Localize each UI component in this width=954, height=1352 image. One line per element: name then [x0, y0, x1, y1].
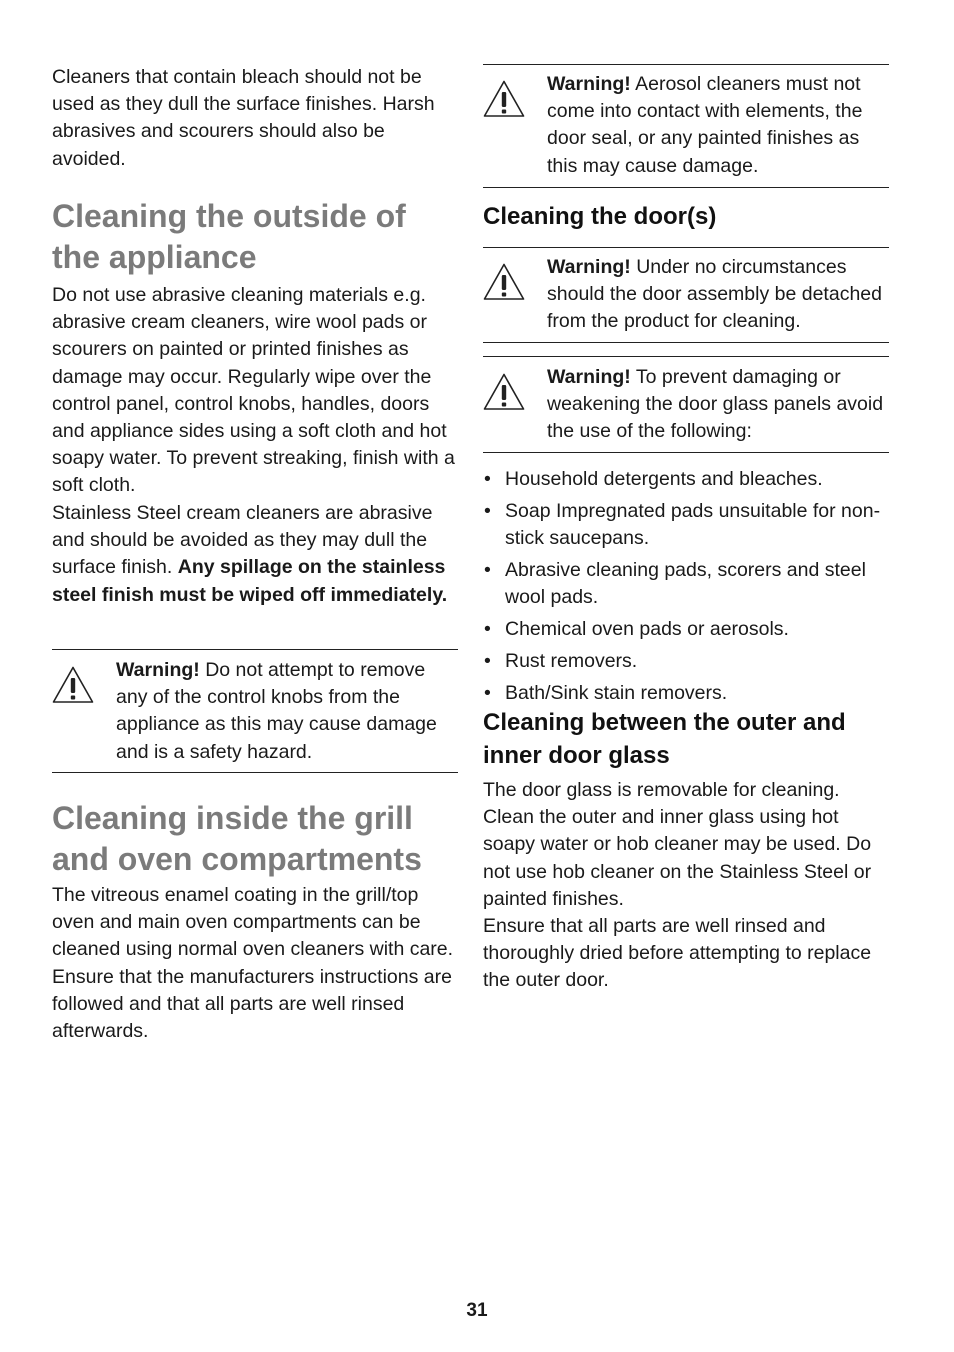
stainless-paragraph [52, 500, 458, 609]
divider [483, 64, 889, 65]
glass-paragraph-2: Ensure that all parts are well rinsed and thoroughly dried before attempting to replace the outer door. [483, 915, 872, 992]
warning-text: To prevent damaging or weakening the door glass panels avoid the use of the following: [547, 366, 884, 443]
list-item: • Rust removers. [484, 650, 638, 673]
inside-paragraph: The vitreous enamel coating in the grill/top oven and main oven compartments can be cleaned using normal oven cleaners with care. Ensure that the manufacturers instructions are followed and that all parts are well rinsed afterwards. [52, 884, 454, 1043]
warning-text: Under no circumstances should the door assembly be detached from the product for cleaning. [547, 256, 882, 333]
divider [483, 356, 889, 357]
warning-triangle-icon [483, 80, 525, 118]
divider [483, 342, 889, 343]
warning-text-block [116, 657, 460, 766]
section-title-doors: Cleaning the door(s) [483, 203, 717, 230]
divider [52, 772, 458, 773]
section-title-inside: Cleaning inside the grill and oven compartments [52, 800, 422, 877]
glass-paragraph-1: The door glass is removable for cleaning. Clean the outer and inner glass using hot soapy water or hob cleaner may be used. Do not use hob cleaner on the Stainless Steel or painted finishes. [483, 779, 872, 910]
divider [483, 187, 889, 188]
outside-paragraph: Do not use abrasive cleaning materials e.g. abrasive cream cleaners, wire wool pads or scourers on painted or printed finishes as damage may occur. Regularly wipe over the control panel, control knobs, handles, doors and appliance sides using a soft cloth and hot soapy water. To prevent streaking, finish with a soft cloth. [52, 284, 455, 497]
warning-text-block [547, 364, 891, 446]
section-title-glass: Cleaning between the outer and inner door glass [483, 709, 846, 769]
list-item: • Abrasive cleaning pads, scorers and steel wool pads. [484, 559, 866, 609]
section-title-outside: Cleaning the outside of the appliance [52, 198, 406, 275]
avoid-list [483, 466, 889, 712]
warning-label: Warning! [116, 659, 200, 681]
list-item: • Bath/Sink stain removers. [484, 682, 728, 705]
warning-text-block [547, 254, 891, 336]
warning-box-knobs [52, 657, 458, 767]
intro-paragraph: Cleaners that contain bleach should not be used as they dull the surface finishes. Harsh abrasives and scourers should also be avoided. [52, 66, 435, 170]
warning-label: Warning! [547, 366, 631, 388]
divider [52, 649, 458, 650]
stainless-text: Stainless Steel cream cleaners are abrasive and should be avoided as they may dull the surface finish. [52, 502, 433, 579]
warning-box-door-assembly [483, 254, 889, 339]
warning-label: Warning! [547, 256, 631, 278]
warning-text: Aerosol cleaners must not come into contact with elements, the door seal, or any painted finishes as this may cause damage. [547, 73, 863, 177]
divider [483, 247, 889, 248]
warning-label: Warning! [547, 73, 631, 95]
warning-box-door-glass [483, 364, 889, 449]
warning-triangle-icon [52, 666, 94, 704]
warning-box-aerosol [483, 71, 889, 183]
list-item: • Household detergents and bleaches. [484, 468, 823, 490]
page-number: 31 [466, 1300, 488, 1321]
warning-text: Do not attempt to remove any of the control knobs from the appliance as this may cause damage and is a safety hazard. [116, 659, 437, 763]
warning-text-block [547, 71, 891, 180]
warning-triangle-icon [483, 263, 525, 301]
list-item: • Soap Impregnated pads unsuitable for non-stick saucepans. [484, 500, 881, 550]
stainless-bold-text: Any spillage on the stainless steel finish must be wiped off immediately. [52, 556, 448, 606]
list-item: • Chemical oven pads or aerosols. [484, 618, 789, 641]
divider [483, 452, 889, 453]
warning-triangle-icon [483, 373, 525, 411]
